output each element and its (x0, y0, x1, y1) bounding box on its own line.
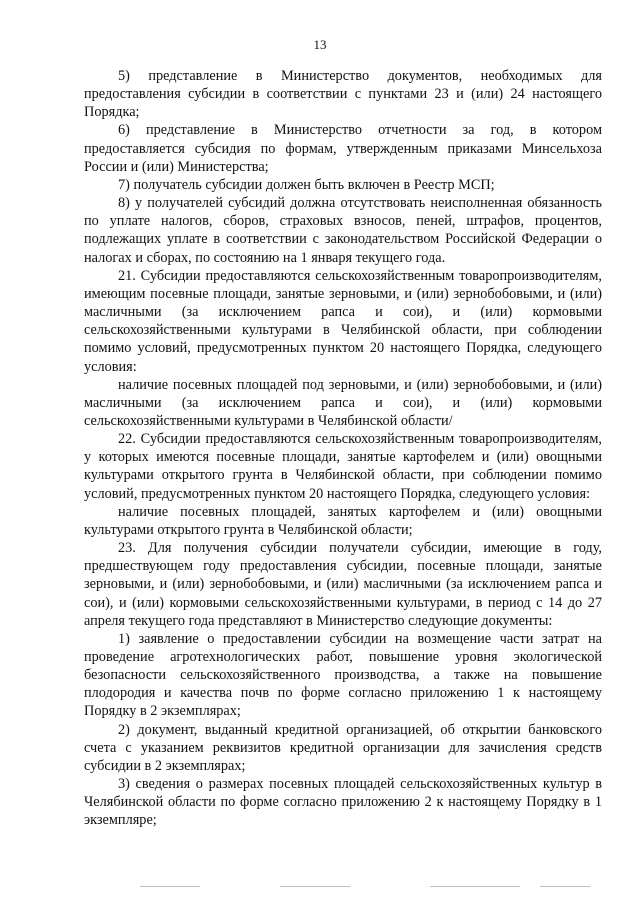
scan-artifact-marks (100, 884, 600, 890)
paragraph-23-item-2: 2) документ, выданный кредитной организацией, об открытии банковского счета с указанием реквизитов кредитной организации для зачисления средств субсидии в 2 экземплярах; (84, 721, 602, 774)
paragraph-7: 7) получатель субсидии должен быть включен в Реестр МСП; (118, 176, 495, 193)
paragraph-6: 6) представление в Министерство отчетности за год, в котором предоставляется субсидия по формам, утвержденным приказами Минсельхоза России и (или) Министерства; (84, 122, 602, 175)
paragraph-21: 21. Субсидии предоставляются сельскохозяйственным товаропроизводителям, имеющим посевные площади, занятые зерновыми, и (или) зернобобовыми, и (или) масличными (за исключением рапса и сои), и (или) кормовыми сельскохозяйственными культурами в Челябинской области, при соблюдении помимо условий, предусмотренных пунктом 20 настоящего Порядка, следующего условия: (84, 267, 602, 375)
paragraph-22-condition: наличие посевных площадей, занятых картофелем и (или) овощными культурами открытого грунта в Челябинской области; (84, 503, 602, 538)
document-body (84, 67, 602, 830)
paragraph-21-condition: наличие посевных площадей под зерновыми, и (или) зернобобовыми, и (или) масличными (за исключением рапса и сои), и (или) кормовыми сельскохозяйственными культурами в Челябинской области/ (84, 376, 602, 429)
paragraph-8: 8) у получателей субсидий должна отсутствовать неисполненная обязанность по уплате налогов, сборов, страховых взносов, пеней, штрафов, процентов, подлежащих уплате в соответствии с законодательством Российской Федерации о налогах и сборах, по состоянию на 1 января текущего года. (84, 195, 602, 266)
paragraph-23-item-3: 3) сведения о размерах посевных площадей сельскохозяйственных культур в Челябинской области по форме согласно приложению 2 к настоящему Порядку в 1 экземпляре; (84, 776, 602, 829)
page-number: 13 (313, 37, 327, 52)
paragraph-23: 23. Для получения субсидии получатели субсидии, имеющие в году, предшествующем году предоставления субсидии, посевные площади, занятые зерновыми, и (или) зернобобовыми, и (или) масличными (за исключением рапса и сои), и (или) кормовыми сельскохозяйственными культурами, в период с 14 до 27 апреля текущего года представляют в Министерство следующие документы: (84, 540, 602, 629)
paragraph-22: 22. Субсидии предоставляются сельскохозяйственным товаропроизводителям, у которых имеются посевные площади, занятые картофелем и (или) овощными культурами открытого грунта в Челябинской области, при соблюдении помимо условий, предусмотренных пунктом 20 настоящего Порядка, следующего условия: (84, 431, 602, 502)
paragraph-5: 5) представление в Министерство документов, необходимых для предоставления субсидии в соответствии с пунктами 23 и (или) 24 настоящего Порядка; (84, 68, 602, 121)
paragraph-23-item-1: 1) заявление о предоставлении субсидии на возмещение части затрат на проведение агротехнологических работ, повышение уровня экологической безопасности сельскохозяйственного производства, а также на повышение плодородия и качества почв по форме согласно приложению 1 к настоящему Порядку в 2 экземплярах; (84, 630, 602, 720)
